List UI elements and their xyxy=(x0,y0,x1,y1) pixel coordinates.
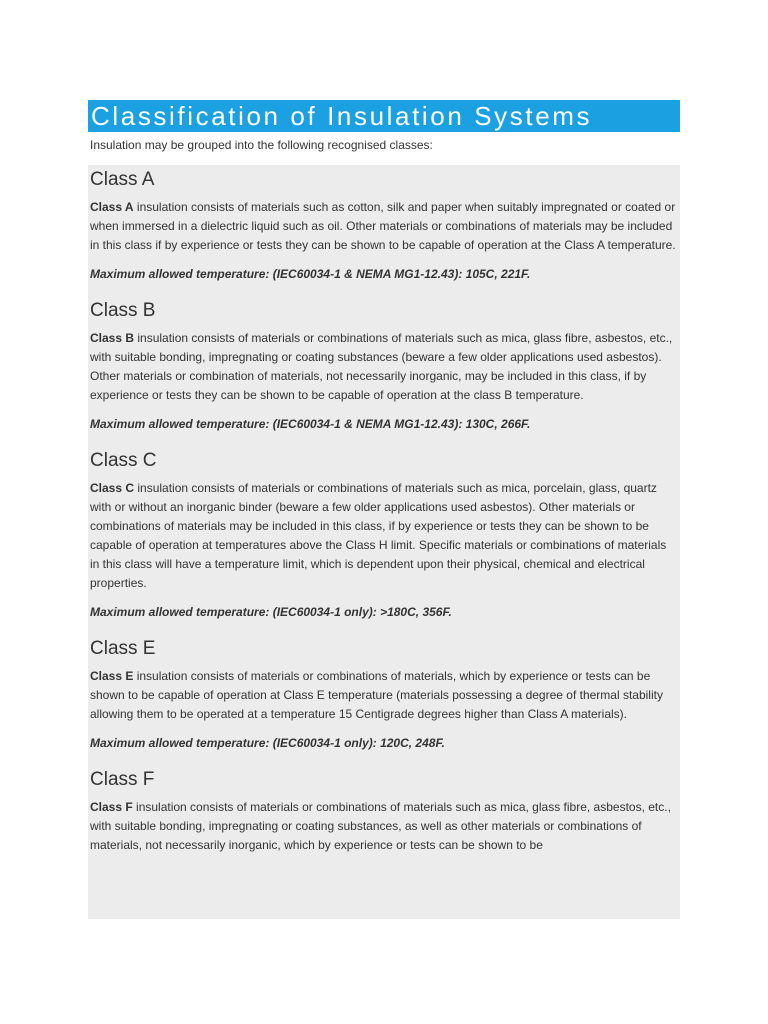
section-class-f xyxy=(88,765,680,855)
section-heading: Class F xyxy=(90,769,155,790)
body-text: insulation consists of materials or combinations of materials such as mica, porcelain, glass, quartz with or without an inorganic binder (beware a few older applications used asbestos). Other materials or combinations of materials may be included in this class, if by experience or tests they can be shown to be capable of operation at temperatures above the Class H limit. Specific materials or combinations of materials in this class will have a temperature limit, which is dependent upon their physical, chemical and electrical properties. xyxy=(90,481,667,590)
section-body xyxy=(90,798,678,855)
max-temperature: Maximum allowed temperature: (IEC60034-1 only): >180C, 356F. xyxy=(90,605,452,619)
intro-text: Insulation may be grouped into the following recognised classes: xyxy=(90,138,433,152)
section-heading: Class E xyxy=(90,638,156,659)
class-name: Class C xyxy=(90,481,135,495)
class-name: Class A xyxy=(90,200,134,214)
section-body xyxy=(90,667,678,724)
max-temperature: Maximum allowed temperature: (IEC60034-1 & NEMA MG1-12.43): 130C, 266F. xyxy=(90,417,531,431)
section-body xyxy=(90,479,678,593)
class-name: Class F xyxy=(90,800,133,814)
section-class-a xyxy=(88,165,680,296)
section-heading: Class A xyxy=(90,169,155,190)
page-title: Classification of Insulation Systems xyxy=(88,100,680,132)
body-text: insulation consists of materials or combinations of materials such as mica, glass fibre, asbestos, etc., with suitable bonding, impregnating or coating substances (beware a few older applications used asbestos). Other materials or combination of materials, not necessarily inorganic, may be included in this class, if by experience or tests they can be shown to be capable of operation at the class B temperature. xyxy=(90,331,673,402)
section-heading: Class C xyxy=(90,450,157,471)
section-class-c xyxy=(88,446,680,634)
section-class-e xyxy=(88,634,680,765)
section-heading: Class B xyxy=(90,300,156,321)
content-panel xyxy=(88,165,680,919)
class-name: Class E xyxy=(90,669,134,683)
section-body xyxy=(90,329,678,405)
body-text: insulation consists of materials or combinations of materials, which by experience or tests can be shown to be capable of operation at Class E temperature (materials possessing a degree of thermal stability allowing them to be operated at a temperature 15 Centigrade degrees higher than Class A materials). xyxy=(90,669,663,721)
section-body xyxy=(90,198,678,255)
body-text: insulation consists of materials such as cotton, silk and paper when suitably impregnated or coated or when immersed in a dielectric liquid such as oil. Other materials or combinations of materials may be included in this class if by experience or tests they can be shown to be capable of operation at the Class A temperature. xyxy=(90,200,676,252)
max-temperature: Maximum allowed temperature: (IEC60034-1 only): 120C, 248F. xyxy=(90,736,445,750)
section-class-b xyxy=(88,296,680,446)
body-text: insulation consists of materials or combinations of materials such as mica, glass fibre, asbestos, etc., with suitable bonding, impregnating or coating substances, as well as other materials or combinations of materials, not necessarily inorganic, which by experience or tests can be shown to be xyxy=(90,800,671,852)
max-temperature: Maximum allowed temperature: (IEC60034-1 & NEMA MG1-12.43): 105C, 221F. xyxy=(90,267,531,281)
class-name: Class B xyxy=(90,331,135,345)
